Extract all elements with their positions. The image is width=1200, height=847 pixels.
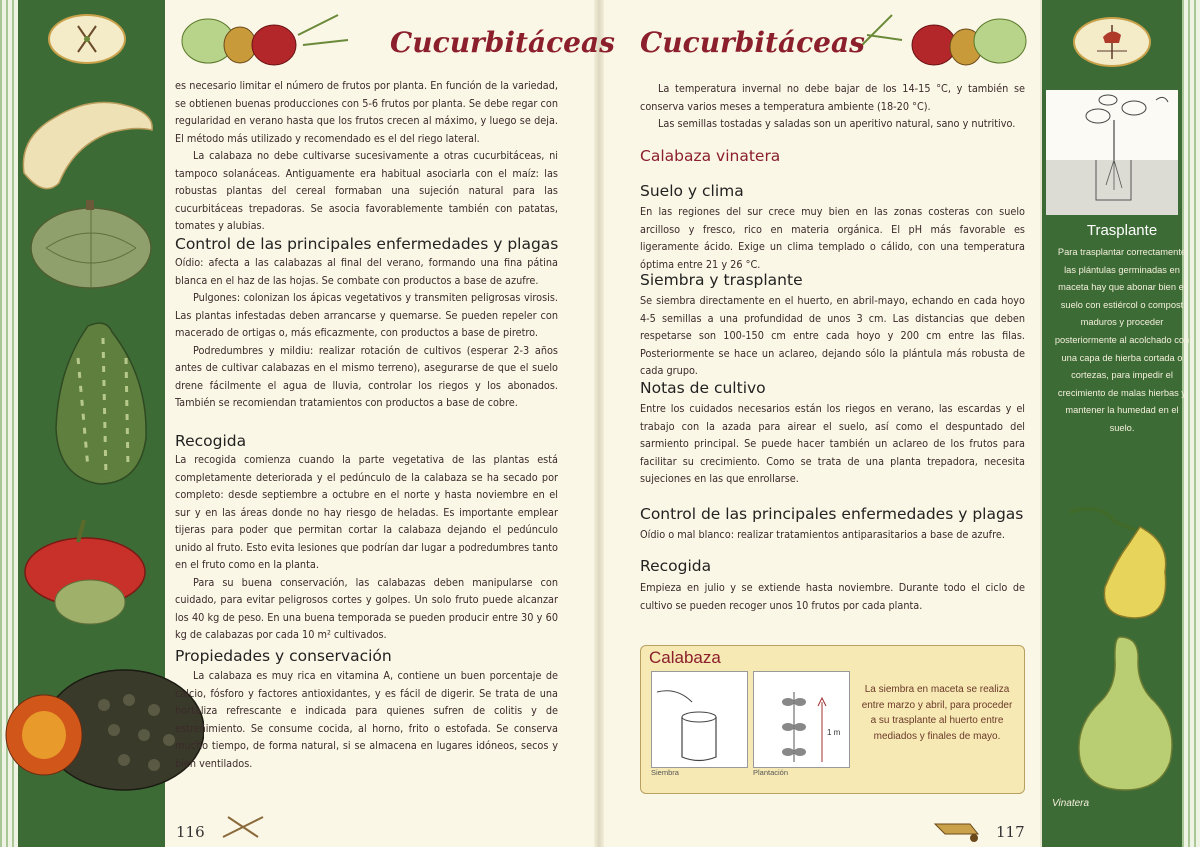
book-gutter — [594, 0, 604, 847]
paragraph: Podredumbres y mildiu: realizar rotación de cultivos (esperar 2-3 años antes de cultivar calabazas en el mismo terreno), asegurarse de que el suelo drene fácilmente el agua de lluvia, controlar los riegos y los abonados. También se recomiendan tratamientos con productos a base de cobre. — [175, 343, 558, 409]
intro-text-left — [175, 77, 558, 235]
heading-harvest-right: Recogida — [640, 557, 712, 575]
title-vegetables-left — [178, 5, 378, 67]
paragraph: Pulgones: colonizan los ápicas vegetativos y transmiten peligrosas virosis. Las plantas infestadas deben arrancarse y quemarse. Se pueden repeler con macerado de ortigas o, más eficazmente, con productos a base de piretro. — [175, 291, 558, 339]
sidebar-title: Trasplante — [1086, 222, 1158, 239]
weathervane-badge — [1073, 17, 1151, 67]
heading-variety: Calabaza vinatera — [640, 147, 781, 165]
acorn-squash-illustration — [26, 198, 156, 298]
properties-text-left — [175, 667, 558, 772]
paragraph: Las semillas tostadas y saladas son un aperitivo natural, sano y nutritivo. — [658, 117, 1016, 130]
sowing-text — [640, 292, 1025, 380]
diseases-text-left — [175, 254, 558, 412]
sowing-sketch — [651, 671, 748, 768]
sidebar-text: Para trasplantar correctamente las plántulas germinadas en maceta hay que abonar bien el suelo con estiércol o compost maduros y proceder posteriormente al acolchado con una capa de hierba cortada o cortezas, para impedir el crecimiento de malas hierbas y mantener la humedad en el suelo. — [1054, 247, 1190, 433]
calabaza-info-box — [640, 645, 1025, 794]
title-vegetables-right — [852, 5, 1032, 67]
heading-properties-left: Propiedades y conservación — [175, 647, 392, 665]
warty-squash-illustration — [4, 655, 204, 795]
bottom-wheelbarrow-ornament — [930, 812, 990, 842]
turban-squash-illustration — [20, 512, 150, 632]
planting-sketch — [753, 671, 850, 768]
intro-text-right — [640, 80, 1025, 133]
heading-sowing: Siembra y trasplante — [640, 271, 803, 289]
zucchini-illustration — [48, 318, 158, 488]
paragraph: La temperatura invernal no debe bajar de los 14-15 °C, y también se conserva varios meses a temperatura ambiente (18-20 °C). — [640, 82, 1025, 113]
paragraph: Para su buena conservación, las calabazas deben manipularse con cuidado, para evitar peligrosos cortes y golpes. Un solo fruto puede alcanzar los 40 kg de peso. En una buena temporada se pueden producir entre 30 y 60 kg de calabazas por cada 10 m² cultivados. — [175, 575, 558, 641]
box-note: La siembra en maceta se realiza entre marzo y abril, para proceder a su trasplante al huerto entre mediados y finales de mayo. — [861, 684, 1013, 742]
paragraph: La calabaza no debe cultivarse sucesivamente a otras cucurbitáceas, ni tampoco solanáceas. Antiguamente era habitual asociarla con el maíz: las robustas plantas del cereal formaban una sujeción natural para las cucurbitáceas trepadoras. Se asocia favorablemente también con patatas, tomates y alubias. — [175, 149, 558, 232]
garden-tools-badge — [48, 14, 126, 64]
pear-gourd-illustration — [1060, 492, 1180, 622]
heading-diseases-right: Control de las principales enfermedades y plagas — [640, 505, 1024, 523]
bottle-gourd-illustration — [1070, 632, 1180, 792]
harvest-text-left — [175, 451, 558, 644]
heading-harvest-left: Recogida — [175, 432, 247, 450]
paragraph: Entre los cuidados necesarios están los riegos en verano, las escardas y el trabajo con la azada para airear el suelo, así como el despuntado del sarmiento principal. Se puede hacer también un aclareo de los frutos para facilitar su crecimiento. Como se trata de una planta trepadora, necesita sujeciones en las que enrollarse. — [640, 402, 1025, 485]
heading-soil: Suelo y clima — [640, 182, 744, 200]
transplant-sketch-image — [1046, 90, 1178, 215]
curved-squash-illustration — [14, 78, 164, 198]
paragraph: Oídio: afecta a las calabazas al final del verano, formando una fina pátina blanca en el haz de las hojas. Se combate con productos a base de azufre. — [175, 256, 558, 287]
heading-notes: Notas de cultivo — [640, 379, 766, 397]
sowing-caption: Siembra — [651, 768, 679, 777]
paragraph: En las regiones del sur crece muy bien en las zonas costeras con suelo arcilloso y fresco, rico en materia orgánica. El pH más favorable es ligeramente ácido. Exige un clima templado o cálido, con una temperatura óptima entre 21 y 26 °C. — [640, 205, 1025, 271]
harvest-text-right — [640, 579, 1025, 614]
paragraph: La calabaza es muy rica en vitamina A, contiene un buen porcentaje de calcio, fósforo y factores antioxidantes, y es fácil de digerir. Se trata de una hortaliza refrescante e indicada para quienes sufren de colitis y de estreñimiento. Se consume cocida, al horno, frito o estofada. Se conserva mucho tiempo, de forma natural, si se almacena en lugares idóneos, secos y bien ventilados. — [175, 669, 558, 770]
paragraph: Oídio o mal blanco: realizar tratamientos antiparasitarios a base de azufre. — [640, 528, 1005, 541]
page-number-right: 117 — [996, 823, 1025, 841]
paragraph: Empieza en julio y se extiende hasta noviembre. Durante todo el ciclo de cultivo se pueden recoger unos 10 frutos por cada planta. — [640, 581, 1025, 612]
soil-text — [640, 203, 1025, 273]
paragraph: es necesario limitar el número de frutos por planta. En función de la variedad, se obtienen buenas producciones con 5-6 frutos por planta. Se debe regar con regularidad en verano hasta que los frutos crecen al máximo, y luego se deja. El método más utilizado y recomendado es el del riego lateral. — [175, 79, 558, 145]
paragraph: Se siembra directamente en el huerto, en abril-mayo, echando en cada hoyo 4-5 semillas a una profundidad de unos 3 cm. Las distancias que deben respetarse son 100-150 cm entre cada hoyo y 200 cm entre las filas. Posteriormente se hace un aclareo, dejando sólo la plántula más robusta de cada grupo. — [640, 294, 1025, 377]
heading-diseases-left: Control de las principales enfermedades y plagas — [175, 235, 559, 253]
measure-label: 1 m — [827, 728, 841, 737]
page-title-right: Cucurbitáceas — [640, 26, 865, 59]
diseases-text-right — [640, 526, 1025, 544]
page-number-left: 116 — [176, 823, 205, 841]
paragraph: La recogida comienza cuando la parte vegetativa de las plantas está completamente deteriorada y el pedúnculo de la calabaza se ha secado por completo: desde septiembre a octubre en el norte y hasta noviembre en el sur y en las áreas donde no hay riesgo de heladas. Es importante emplear tijeras para poder que permitan cortar la calabaza dejando el pedúnculo unido al fruto. Esto evita lesiones que podrían dar lugar a podredumbres tanto en el fruto como en la planta. — [175, 453, 558, 571]
box-title: Calabaza — [649, 648, 721, 667]
planting-caption: Plantación — [753, 768, 789, 777]
vinatera-caption: Vinatera — [1052, 798, 1090, 809]
page-title-left: Cucurbitáceas — [390, 26, 615, 59]
notes-text — [640, 400, 1025, 488]
bottom-tool-ornament-left — [218, 812, 268, 842]
